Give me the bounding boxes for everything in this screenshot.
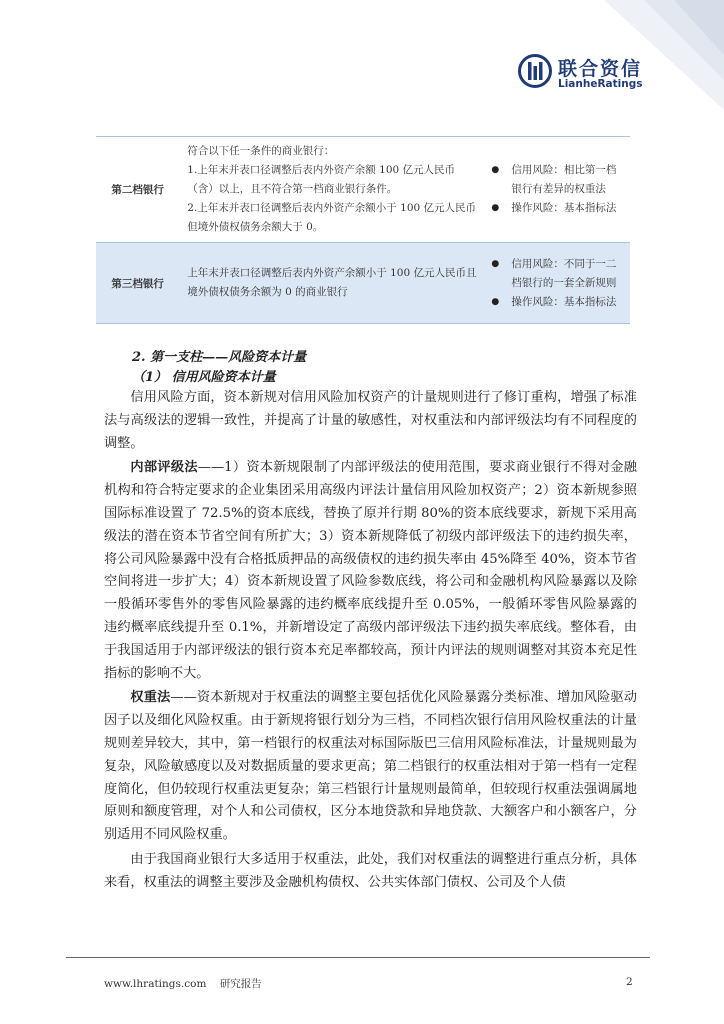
footer-source <box>104 976 262 991</box>
criteria-line: 上年末并表口径调整后表内外资产余额小于 100 亿元人民币且境外债权债务余额为 0 的商业银行 <box>187 267 477 298</box>
page-number: 2 <box>626 976 633 988</box>
method-item: ● 信用风险：相比第一档银行有差异的权重法 <box>491 161 622 199</box>
paragraph <box>104 687 637 847</box>
subsection-title: （1） 信用风险资本计量 <box>132 370 276 385</box>
section-title: 2. 第一支柱——风险资本计量 <box>132 350 307 365</box>
tier-methods <box>483 243 630 324</box>
tier-name: 第三档银行 <box>96 243 179 324</box>
tier-methods <box>483 137 630 243</box>
method-item: ● 操作风险：基本指标法 <box>491 293 622 312</box>
method-item: ● 操作风险：基本指标法 <box>491 199 622 218</box>
paragraph-text: ——资本新规对于权重法的调整主要包括优化风险暴露分类标准、增加风险驱动因子以及细化风险权重。由于新规将银行划分为三档，不同档次银行信用风险权重法的计量规则差异较大，其中，第一档银行的权重法对标国际版巴三信用风险标准法，计量规则最为复杂，风险敏感度以及对数据质量的要求更高；第二档银行的权重法相对于第一档有一定程度简化，但仍较现行权重法更复杂；第三档银行计量规则最简单，但较现行权重法强调属地原则和额度管理，对个人和公司债权，区分本地贷款和异地贷款、大额客户和小额客户，分别适用不同风险权重。 <box>104 690 638 843</box>
footer-label: 研究报告 <box>219 978 262 990</box>
criteria-line: 1.上年末并表口径调整后表内外资产余额 100 亿元人民币（含）以上，且不符合第一档商业银行条件。 <box>187 164 456 195</box>
logo-chinese-name: 联合资信 <box>558 58 643 80</box>
paragraph: 由于我国商业银行大多适用于权重法，此处，我们对权重法的调整进行重点分析，具体来看，权重法的调整主要涉及金融机构债权、公共实体部门债权、公司及个人债 <box>104 851 637 890</box>
bank-tier-table <box>96 136 630 324</box>
paragraph-lead: 权重法 <box>130 690 171 706</box>
table-row <box>96 243 630 324</box>
paragraph-lead: 内部评级法 <box>130 460 198 476</box>
paragraph: 信用风险方面，资本新规对信用风险加权资产的计量规则进行了修订重构，增强了标准法与高级法的逻辑一致性，并提高了计量的敏感性，对权重法和内部评级法均有不同程度的调整。 <box>104 390 637 451</box>
tier-name: 第二档银行 <box>96 137 179 243</box>
lianhe-logo <box>518 54 648 94</box>
tier-criteria <box>179 243 483 324</box>
table-row <box>96 137 630 243</box>
logo-english-name: LianheRatings <box>558 78 643 90</box>
lianhe-logo-icon <box>518 54 552 88</box>
body-text <box>104 387 637 897</box>
footer-divider <box>66 957 650 958</box>
paragraph <box>104 457 637 685</box>
footer-site: www.lhratings.com <box>104 978 207 990</box>
paragraph-text: ——1）资本新规限制了内部评级法的使用范围，要求商业银行不得对金融机构和符合特定要求的企业集团采用高级内评法计量信用风险加权资产；2）资本新规参照国际标准设置了 72.5%的资本底线，替换了原并行期 80%的资本底线要求，新规下采用高级法的潜在资本节省空间有所扩大；3）资本新规降低了初级内部评级法下的违约损失率，将公司风险暴露中没有合格抵质押品的高级债权的违约损失率由 45%降至 40%，资本节省空间将进一步扩大；4）资本新规设置了风险参数底线，将公司和金融机构风险暴露以及除一般循环零售外的零售风险暴露的违约概率底线提升至 0.05%，一般循环零售风险暴露的违约概率底线提升至 0.1%，并新增设定了高级内部评级法下违约损失率底线。整体看，由于我国适用于内部评级法的银行资本充足率都较高，预计内评法的规则调整对其资本充足性指标的影响不大。 <box>104 460 637 681</box>
method-item: ● 信用风险：不同于一二档银行的一套全新规则 <box>491 255 622 293</box>
tier-criteria <box>179 137 483 243</box>
criteria-line: 符合以下任一条件的商业银行： <box>187 145 335 157</box>
criteria-line: 2.上年末并表口径调整后表内外资产余额小于 100 亿元人民币但境外债权债务余额大于 0。 <box>187 202 477 233</box>
